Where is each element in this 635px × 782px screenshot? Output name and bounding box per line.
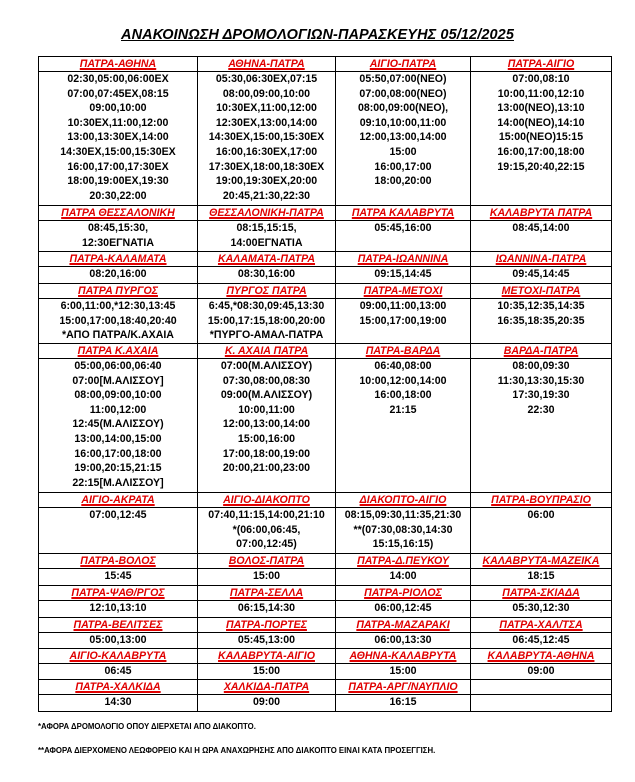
- times-row: [39, 267, 612, 284]
- departure-times-line: 06:45,12:45: [512, 634, 570, 646]
- route-times-cell: [336, 601, 471, 618]
- departure-times-line: 16:00,17:00,18:00: [497, 145, 585, 158]
- route-header-cell: [39, 649, 198, 664]
- departure-times-line: 16:00,16:30EX,17:00: [215, 145, 318, 158]
- departure-times-line: 18:00,19:00EX,19:30: [67, 175, 169, 188]
- route-name: ΠΑΤΡΑ ΚΑΛΑΒΡΥΤΑ: [351, 207, 455, 219]
- departure-times-line: 09:45,14:45: [512, 268, 570, 280]
- route-header-cell: [471, 57, 612, 72]
- departure-times-line: 06:00,12:45: [374, 602, 432, 614]
- departure-times-line: 07:40,11:15,14:00,21:10: [208, 509, 325, 521]
- route-name: ΠΑΤΡΑ-ΑΘΗΝΑ: [79, 58, 157, 70]
- route-header-cell: [336, 206, 471, 221]
- route-times-cell: [39, 359, 198, 493]
- departure-times-line: 10:35,12:35,14:35: [497, 300, 585, 312]
- route-header-cell: [336, 554, 471, 569]
- route-header-cell: [336, 680, 471, 695]
- departure-times-line: 15:45: [104, 570, 132, 582]
- departure-times-line: 11:30,13:30,15:30: [497, 374, 585, 387]
- departure-times-line: 15:00,17:00,18:40,20:40: [59, 314, 177, 327]
- route-header-row: [39, 493, 612, 508]
- departure-times-line: 09:00: [252, 696, 281, 708]
- departure-times-line: 12:00,13:00,14:00: [359, 131, 447, 144]
- route-name: ΠΑΤΡΑ Κ.ΑΧΑΙΑ: [77, 345, 159, 357]
- departure-times-line: 08:00,09:00(ΝΕΟ),: [357, 102, 449, 115]
- departure-times-line: 10:00,11:00: [238, 403, 295, 416]
- route-header-row: [39, 206, 612, 221]
- route-times-cell: [471, 508, 612, 554]
- times-row: [39, 664, 612, 680]
- route-name: ΠΑΤΡΑ-ΒΟΛΟΣ: [80, 555, 156, 567]
- route-header-cell: [39, 554, 198, 569]
- route-name: ΠΑΤΡΑ-ΜΑΖΑΡΑΚΙ: [356, 619, 450, 631]
- route-header-row: [39, 57, 612, 72]
- route-header-cell: [471, 618, 612, 633]
- route-name: ΠΑΤΡΑ-ΣΚΙΑΔΑ: [502, 587, 580, 599]
- route-times-cell: [471, 299, 612, 344]
- departure-times-line: 6:45,*08:30,09:45,13:30: [208, 300, 325, 312]
- departure-times-line: 05:30,06:30EX,07:15: [215, 73, 318, 85]
- route-name: ΒΟΛΟΣ-ΠΑΤΡΑ: [228, 555, 305, 567]
- route-header-cell: [39, 206, 198, 221]
- route-header-cell: [471, 493, 612, 508]
- departure-times-line: 10:00,11:00,12:10: [497, 87, 585, 100]
- route-header-cell: [471, 554, 612, 569]
- departure-times-line: 15:00: [389, 665, 417, 677]
- route-times-cell: [471, 695, 612, 712]
- route-header-row: [39, 680, 612, 695]
- route-name: ΠΑΤΡΑ-ΧΑΛΚΙΔΑ: [75, 681, 161, 693]
- departure-times-line: 07:00,08:00(ΝΕΟ): [359, 87, 447, 100]
- departure-times-line: 14:00ΕΓΝΑΤΙΑ: [230, 236, 303, 249]
- departure-times-line: 16:00,18:00: [374, 389, 432, 402]
- route-header-cell: [198, 554, 336, 569]
- route-times-cell: [471, 569, 612, 586]
- departure-times-line: 12:00,13:00,14:00: [222, 418, 311, 431]
- departure-times-line: 07:00,08:10: [512, 73, 570, 85]
- route-times-cell: [198, 299, 336, 344]
- departure-times-line: 05:30,12:30: [512, 602, 570, 614]
- route-name: ΠΑΤΡΑ-ΙΩΑΝΝΙΝΑ: [357, 253, 449, 265]
- times-row: [39, 221, 612, 252]
- departure-times-line: 08:45,14:00: [512, 222, 570, 234]
- route-name: ΔΙΑΚΟΠΤΟ-ΑΙΓΙΟ: [359, 494, 447, 506]
- departure-times-line: 07:00[Μ.ΑΛΙΣΣΟΥ]: [72, 374, 164, 387]
- route-header-cell: [471, 252, 612, 267]
- departure-times-line: 05:00,06:00,06:40: [74, 360, 162, 372]
- route-header-cell: [198, 206, 336, 221]
- departure-times-line: 19:00,20:15,21:15: [74, 462, 162, 475]
- route-header-cell: [198, 649, 336, 664]
- route-name: ΘΕΣΣΑΛΟΝΙΚΗ-ΠΑΤΡΑ: [209, 207, 324, 219]
- route-header-cell: [336, 493, 471, 508]
- departure-times-line: 22:15[Μ.ΑΛΙΣΣΟΥ]: [72, 476, 164, 489]
- departure-times-line: 18:15: [527, 570, 555, 582]
- departure-times-line: 22:30: [527, 403, 555, 416]
- departure-times-line: 07:00(Μ.ΑΛΙΣΣΟΥ): [220, 360, 313, 372]
- departure-times-line: 07:00,12:45): [236, 538, 297, 551]
- departure-times-line: 15:00: [389, 145, 417, 158]
- departure-times-line: 13:00,13:30EX,14:00: [67, 131, 169, 144]
- times-row: [39, 695, 612, 712]
- route-header-cell: [198, 618, 336, 633]
- route-name: ΠΑΤΡΑ-Δ.ΠΕΥΚΟΥ: [357, 555, 449, 567]
- route-header-row: [39, 252, 612, 267]
- departure-times-line: 05:45,16:00: [374, 222, 432, 234]
- departure-times-line: 18:00,20:00: [374, 175, 432, 188]
- departure-times-line: *(06:00,06:45,: [232, 523, 301, 536]
- route-header-cell: [198, 57, 336, 72]
- route-times-cell: [198, 601, 336, 618]
- departure-times-line: 19:15,20:40,22:15: [497, 160, 585, 173]
- departure-times-line: 16:35,18:35,20:35: [497, 314, 585, 327]
- departure-times-line: 17:30,19:30: [512, 389, 570, 402]
- departure-times-line: 16:00,17:00,17:30EX: [67, 160, 169, 173]
- route-name: ΠΑΤΡΑ-ΡΙΟΛΟΣ: [364, 587, 442, 599]
- route-times-cell: [336, 569, 471, 586]
- route-header-cell: [198, 284, 336, 299]
- route-header-cell: [336, 57, 471, 72]
- route-times-cell: [336, 221, 471, 252]
- route-times-cell: [198, 633, 336, 649]
- departure-times-line: 12:45(Μ.ΑΛΙΣΣΟΥ): [72, 418, 164, 431]
- departure-times-line: 15:00,17:00,19:00: [359, 314, 447, 327]
- footnote-single-star: *ΑΦΟΡΑ ΔΡΟΜΟΛΟΓΙΟ ΟΠΟΥ ΔΙΕΡΧΕΤΑΙ ΑΠΟ ΔΙΑΚΟΠΤΟ.: [38, 722, 256, 731]
- route-times-cell: [336, 633, 471, 649]
- route-header-row: [39, 618, 612, 633]
- departure-times-line: 09:00: [527, 665, 555, 677]
- departure-times-line: *ΑΠΟ ΠΑΤΡΑ/Κ.ΑΧΑΙΑ: [62, 329, 174, 342]
- departure-times-line: 07:00,07:45EX,08:15: [67, 87, 169, 100]
- departure-times-line: 09:00,11:00,13:00: [359, 300, 447, 312]
- departure-times-line: 08:15,09:30,11:35,21:30: [344, 509, 462, 521]
- departure-times-line: 16:15: [389, 696, 417, 708]
- departure-times-line: 14:30EX,15:00,15:30EX: [208, 131, 325, 144]
- route-header-cell: [471, 680, 612, 695]
- route-times-cell: [471, 359, 612, 493]
- route-name: ΠΑΤΡΑ-ΒΑΡΔΑ: [365, 345, 441, 357]
- departure-times-line: 14:30: [104, 696, 132, 708]
- departure-times-line: 17:30EX,18:00,18:30EX: [208, 160, 325, 173]
- route-header-cell: [471, 586, 612, 601]
- departure-times-line: 08:45,15:30,: [87, 222, 149, 234]
- route-header-cell: [336, 649, 471, 664]
- route-times-cell: [336, 508, 471, 554]
- route-name: ΠΑΤΡΑ-ΣΕΛΛΑ: [229, 587, 304, 599]
- route-name: ΑΙΓΙΟ-ΔΙΑΚΟΠΤΟ: [223, 494, 310, 506]
- departure-times-line: 02:30,05:00,06:00EX: [67, 73, 169, 85]
- departure-times-line: **(07:30,08:30,14:30: [353, 523, 453, 536]
- departure-times-line: 15:00: [252, 665, 281, 677]
- route-header-cell: [39, 618, 198, 633]
- route-times-cell: [39, 695, 198, 712]
- departure-times-line: 15:00: [252, 570, 281, 582]
- route-times-cell: [471, 601, 612, 618]
- route-header-cell: [471, 206, 612, 221]
- times-row: [39, 569, 612, 586]
- route-name: ΜΕΤΟΧΙ-ΠΑΤΡΑ: [501, 285, 581, 297]
- route-times-cell: [198, 221, 336, 252]
- route-times-cell: [198, 359, 336, 493]
- route-times-cell: [336, 267, 471, 284]
- route-header-cell: [198, 680, 336, 695]
- departure-times-line: 06:00: [527, 509, 555, 521]
- route-name: ΠΑΤΡΑ-ΑΡΓ/ΝΑΥΠΛΙΟ: [348, 681, 458, 693]
- route-name: ΚΑΛΑΜΑΤΑ-ΠΑΤΡΑ: [217, 253, 316, 265]
- route-header-cell: [39, 57, 198, 72]
- departure-times-line: 08:00,09:30: [512, 360, 570, 372]
- route-name: ΠΑΤΡΑ-ΒΕΛΙΤΣΕΣ: [73, 619, 163, 631]
- departure-times-line: 13:00(ΝΕΟ),13:10: [497, 102, 585, 115]
- route-header-cell: [39, 252, 198, 267]
- departure-times-line: 08:00,09:00,10:00: [222, 87, 311, 100]
- route-header-cell: [471, 284, 612, 299]
- departure-times-line: 09:00(Μ.ΑΛΙΣΣΟΥ): [220, 389, 313, 402]
- departure-times-line: 10:00,12:00,14:00: [359, 374, 447, 387]
- route-times-cell: [336, 72, 471, 206]
- route-times-cell: [471, 221, 612, 252]
- route-times-cell: [39, 267, 198, 284]
- route-times-cell: [39, 633, 198, 649]
- departure-times-line: 16:00,17:00,18:00: [74, 447, 162, 460]
- departure-times-line: 6:00,11:00,*12:30,13:45: [60, 300, 176, 312]
- departure-times-line: 08:00,09:00,10:00: [74, 389, 162, 402]
- route-header-cell: [39, 680, 198, 695]
- route-header-row: [39, 344, 612, 359]
- route-header-cell: [336, 344, 471, 359]
- route-times-cell: [336, 695, 471, 712]
- departure-times-line: 08:30,16:00: [237, 268, 296, 280]
- route-header-cell: [471, 649, 612, 664]
- route-name: ΑΙΓΙΟ-ΑΚΡΑΤΑ: [81, 494, 155, 506]
- departure-times-line: 15:15,16:15): [372, 538, 434, 551]
- route-times-cell: [198, 508, 336, 554]
- route-header-cell: [336, 252, 471, 267]
- route-times-cell: [39, 221, 198, 252]
- departure-times-line: 06:00,13:30: [374, 634, 432, 646]
- departure-times-line: 19:00,19:30EX,20:00: [215, 175, 318, 188]
- route-name: ΒΑΡΔΑ-ΠΑΤΡΑ: [503, 345, 579, 357]
- departure-times-line: 10:30EX,11:00,12:00: [216, 102, 317, 115]
- departure-times-line: 12:30ΕΓΝΑΤΙΑ: [81, 236, 154, 249]
- departure-times-line: 15:00(ΝΕΟ)15:15: [498, 131, 584, 144]
- route-name: ΚΑΛΑΒΡΥΤΑ ΠΑΤΡΑ: [489, 207, 593, 219]
- departure-times-line: 20:30,22:00: [89, 189, 147, 202]
- departure-times-line: 05:50,07:00(ΝΕΟ): [359, 73, 447, 85]
- departure-times-line: 07:30,08:00,08:30: [222, 374, 311, 387]
- route-header-row: [39, 649, 612, 664]
- times-row: [39, 508, 612, 554]
- route-times-cell: [198, 72, 336, 206]
- times-row: [39, 299, 612, 344]
- route-name: ΠΑΤΡΑ-ΧΑΛ/ΤΣΑ: [499, 619, 583, 631]
- route-header-cell: [198, 493, 336, 508]
- departure-times-line: 09:00,10:00: [89, 102, 147, 115]
- departure-times-line: 05:00,13:00: [89, 634, 147, 646]
- route-header-cell: [39, 586, 198, 601]
- departure-times-line: 20:45,21:30,22:30: [222, 189, 311, 202]
- route-name: ΠΑΤΡΑ-ΑΙΓΙΟ: [507, 58, 575, 70]
- schedule-table: [38, 56, 612, 712]
- route-name: ΠΑΤΡΑ-ΨΑΘ/ΡΓΟΣ: [71, 587, 165, 599]
- route-name: ΠΑΤΡΑ-ΜΕΤΟΧΙ: [363, 285, 443, 297]
- route-times-cell: [336, 359, 471, 493]
- route-header-cell: [336, 618, 471, 633]
- route-name: ΚΑΛΑΒΡΥΤΑ-ΑΙΓΙΟ: [218, 650, 315, 662]
- departure-times-line: 09:15,14:45: [374, 268, 432, 280]
- route-header-row: [39, 586, 612, 601]
- departure-times-line: 21:15: [389, 403, 417, 416]
- route-times-cell: [471, 633, 612, 649]
- route-header-cell: [471, 344, 612, 359]
- departure-times-line: 15:00,17:15,18:00,20:00: [207, 314, 326, 327]
- route-name: ΙΩΑΝΝΙΝΑ-ΠΑΤΡΑ: [495, 253, 587, 265]
- departure-times-line: 09:10,10:00,11:00: [359, 116, 447, 129]
- route-name: ΠΥΡΓΟΣ ΠΑΤΡΑ: [226, 285, 307, 297]
- departure-times-line: 08:15,15:15,: [236, 222, 297, 234]
- route-header-row: [39, 554, 612, 569]
- route-name: ΠΑΤΡΑ ΘΕΣΣΑΛΟΝΙΚΗ: [61, 207, 175, 219]
- route-name: ΚΑΛΑΒΡΥΤΑ-ΑΘΗΝΑ: [487, 650, 595, 662]
- route-header-cell: [336, 284, 471, 299]
- route-header-cell: [198, 344, 336, 359]
- departure-times-line: 06:15,14:30: [237, 602, 296, 614]
- departure-times-line: 14:00(ΝΕΟ),14:10: [497, 116, 585, 129]
- departure-times-line: 05:45,13:00: [237, 634, 296, 646]
- route-times-cell: [336, 299, 471, 344]
- departure-times-line: 08:20,16:00: [89, 268, 147, 280]
- departure-times-line: 14:30EX,15:00,15:30EX: [60, 145, 176, 158]
- departure-times-line: *ΠΥΡΓΟ-ΑΜΑΛ-ΠΑΤΡΑ: [209, 329, 324, 342]
- route-name: ΑΘΗΝΑ-ΠΑΤΡΑ: [228, 58, 305, 70]
- route-name: ΠΑΤΡΑ-ΒΟΥΠΡΑΣΙΟ: [491, 494, 591, 506]
- route-name: ΠΑΤΡΑ ΠΥΡΓΟΣ: [78, 285, 158, 297]
- footnote-double-star: **ΑΦΟΡΑ ΔΙΕΡΧΟΜΕΝΟ ΛΕΩΦΟΡΕΙΟ ΚΑΙ Η ΩΡΑ ΑΝΑΧΩΡΗΣΗΣ ΑΠΟ ΔΙΑΚΟΠΤΟ ΕΙΝΑΙ ΚΑΤΑ ΠΡΟΣΕΓΓΙΣΗ.: [38, 746, 436, 755]
- departure-times-line: 15:00,16:00: [237, 432, 296, 445]
- route-header-cell: [198, 252, 336, 267]
- departure-times-line: 07:00,12:45: [89, 509, 147, 521]
- route-header-cell: [39, 493, 198, 508]
- route-name: ΑΙΓΙΟ-ΚΑΛΑΒΡΥΤΑ: [69, 650, 167, 662]
- departure-times-line: 11:00,12:00: [89, 403, 147, 416]
- departure-times-line: 10:30EX,11:00,12:00: [67, 116, 169, 129]
- times-row: [39, 633, 612, 649]
- route-name: ΑΘΗΝΑ-ΚΑΛΑΒΡΥΤΑ: [349, 650, 457, 662]
- route-name: ΧΑΛΚΙΔΑ-ΠΑΤΡΑ: [223, 681, 310, 693]
- route-times-cell: [471, 664, 612, 680]
- route-name: ΠΑΤΡΑ-ΠΟΡΤΕΣ: [226, 619, 307, 631]
- route-times-cell: [39, 72, 198, 206]
- route-times-cell: [198, 267, 336, 284]
- route-name: ΠΑΤΡΑ-ΚΑΛΑΜΑΤΑ: [69, 253, 167, 265]
- route-name: ΚΑΛΑΒΡΥΤΑ-ΜΑΖΕΙΚΑ: [482, 555, 600, 567]
- times-row: [39, 359, 612, 493]
- times-row: [39, 72, 612, 206]
- route-times-cell: [198, 695, 336, 712]
- route-header-cell: [39, 284, 198, 299]
- route-header-row: [39, 284, 612, 299]
- route-times-cell: [198, 664, 336, 680]
- route-times-cell: [471, 72, 612, 206]
- route-header-cell: [198, 586, 336, 601]
- route-name: ΑΙΓΙΟ-ΠΑΤΡΑ: [369, 58, 437, 70]
- departure-times-line: 20:00,21:00,23:00: [222, 462, 311, 475]
- route-name: Κ. ΑΧΑΙΑ ΠΑΤΡΑ: [224, 345, 309, 357]
- departure-times-line: 12:10,13:10: [89, 602, 147, 614]
- departure-times-line: 17:00,18:00,19:00: [222, 447, 311, 460]
- departure-times-line: 06:40,08:00: [374, 360, 432, 372]
- departure-times-line: 06:45: [104, 665, 132, 677]
- route-header-cell: [336, 586, 471, 601]
- departure-times-line: 16:00,17:00: [374, 160, 432, 173]
- route-times-cell: [39, 664, 198, 680]
- route-times-cell: [336, 664, 471, 680]
- departure-times-line: 13:00,14:00,15:00: [74, 432, 162, 445]
- route-times-cell: [471, 267, 612, 284]
- route-times-cell: [39, 569, 198, 586]
- times-row: [39, 601, 612, 618]
- route-times-cell: [198, 569, 336, 586]
- departure-times-line: 12:30EX,13:00,14:00: [215, 116, 318, 129]
- departure-times-line: 14:00: [389, 570, 417, 582]
- route-times-cell: [39, 601, 198, 618]
- route-header-cell: [39, 344, 198, 359]
- route-times-cell: [39, 299, 198, 344]
- page-title: ΑΝΑΚΟΙΝΩΣΗ ΔΡΟΜΟΛΟΓΙΩΝ-ΠΑΡΑΣΚΕΥΗΣ 05/12/2025: [121, 27, 514, 43]
- route-times-cell: [39, 508, 198, 554]
